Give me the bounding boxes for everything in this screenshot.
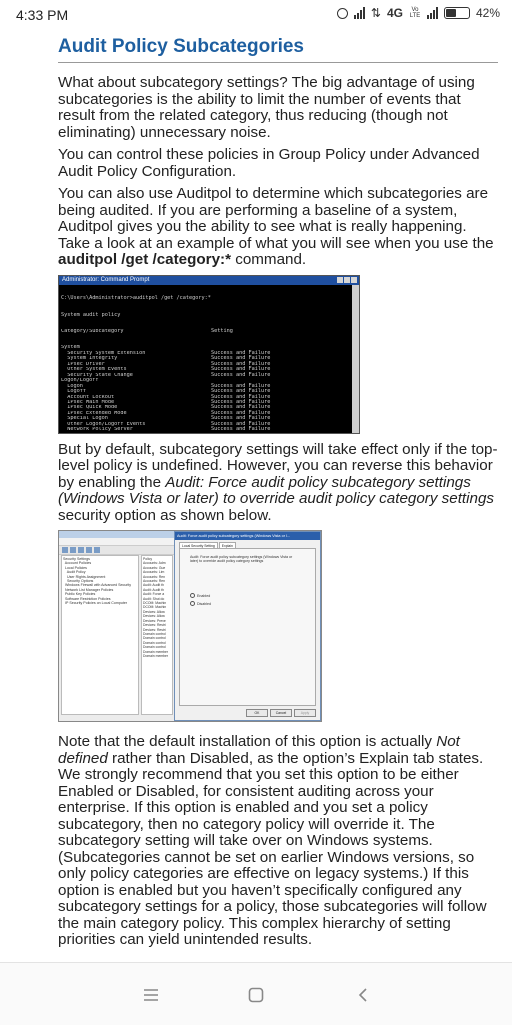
status-bar: [0, 0, 512, 30]
cmd-header: System audit policy: [61, 311, 121, 318]
cmd-output: [61, 286, 351, 433]
paragraph-4-italic: Audit: Force audit policy subcategory settings (Windows Vista or later) to override audit policy category settings: [58, 473, 494, 507]
home-icon[interactable]: [244, 983, 268, 1007]
cmd-subcategory: Logoff: [61, 389, 86, 395]
cmd-subcategory: IPsec Extended Mode: [61, 410, 127, 416]
status-time: 4:33 PM: [16, 7, 69, 23]
cmd-subcategory: IPsec Quick Mode: [61, 405, 118, 411]
signal-icon: [354, 7, 365, 19]
auditpol-command: auditpol /get /category:*: [58, 251, 231, 268]
cmd-setting: Success and Failure: [211, 371, 271, 378]
battery-percent: 42%: [475, 6, 500, 20]
battery-icon: [444, 7, 470, 19]
gp-dialog: [174, 531, 321, 721]
cmd-setting: Success and Failure: [211, 355, 271, 362]
cmd-titlebar: [59, 276, 359, 285]
gp-cancel-button: Cancel: [270, 709, 292, 717]
command-prompt-screenshot: [58, 275, 360, 434]
gp-dialog-panel: [179, 548, 316, 706]
cmd-subcategory: Other System Events: [61, 367, 127, 373]
paragraph-5-italic: Not defined: [58, 733, 460, 767]
back-icon[interactable]: [351, 983, 375, 1007]
gp-radio-disabled: Disabled: [190, 601, 211, 606]
paragraph-4-text: But by default, subcategory settings will take effect only if the top-level policy is undefined. However, you can reverse this behavior by enabling the: [58, 440, 498, 491]
gp-tree: Security Settings Account Policies Local Policies Audit Policy User Rights Assignment Security Options Windows Firewall with Advanced Security Network List Manager Policies Public Key Policies Software Restriction Policies IP Security Policies on Local Computer: [61, 555, 139, 715]
paragraph-4: [58, 442, 498, 525]
volte-badge: Vo LTE: [409, 7, 421, 19]
paragraph-4-end: security option as shown below.: [58, 506, 272, 524]
article: [58, 30, 498, 955]
gp-apply-button: Apply: [294, 709, 316, 717]
cmd-setting: Success and Failure: [211, 415, 271, 422]
cmd-subcategory: [61, 433, 211, 434]
cmd-setting: Success and Failure: [211, 382, 271, 389]
paragraph-3-text: You can also use Auditpol to determine which subcategories are being audited. If you are performing a baseline of a system, Auditpol gives you the ability to see what is really happening. Take a look at an example of what you will see when you use the: [58, 185, 494, 252]
paragraph-3-end: command.: [231, 251, 307, 268]
cmd-setting: Success and Failure: [211, 393, 271, 400]
cmd-subcategory: System Integrity: [61, 356, 118, 362]
cmd-col1: Category/Subcategory: [61, 329, 124, 335]
cmd-subcategory: Security System Extension: [61, 350, 146, 356]
gp-policy-list: Policy Accounts: Adm Accounts: Gue Accounts: Lim Accounts: Ren Accounts: Ren Audit: Audit th Audit: Audit th Audit: Force a Audit: Shut do DCOM: Machin DCOM: Machin Devices: Allow Devices: Allow Devices: Preve Devices: Restri Devices: Restri Domain control Domain control Domain control Domain control Domain member Domain member: [141, 555, 173, 715]
gp-ok-button: OK: [246, 709, 268, 717]
paragraph-1: What about subcategory settings? The big advantage of using subcategories is the ability to limit the number of events that result from the related category, thus reducing (though not eliminating) unnecessary noise.: [58, 74, 475, 141]
cmd-output-row: [61, 433, 351, 434]
menu-icon[interactable]: [139, 983, 163, 1007]
cmd-subcategory: System: [61, 345, 80, 351]
cmd-subcategory: IPsec Main Mode: [61, 400, 115, 406]
gp-dialog-title: Audit: Force audit policy subcategory settings (Windows Vista or l...: [175, 532, 320, 540]
cmd-subcategory: Logon/Logoff: [61, 378, 99, 384]
maximize-icon: [344, 277, 350, 283]
paragraph-5: [58, 734, 498, 949]
article-title: Audit Policy Subcategories: [58, 36, 304, 57]
cmd-setting: Success and Failure: [211, 360, 271, 367]
group-policy-screenshot: [58, 530, 322, 722]
cmd-subcategory: Logon: [61, 383, 83, 389]
minimize-icon: [337, 277, 343, 283]
cmd-subcategory: Other Logon/Logoff Events: [61, 421, 146, 427]
cmd-subcategory: Network Policy Server: [61, 427, 133, 433]
cmd-setting: Success and Failure: [211, 399, 271, 406]
status-icons: [337, 6, 500, 20]
cmd-setting: Success and Failure: [211, 388, 271, 395]
network-type: 4G: [386, 6, 403, 20]
cmd-setting: Success and Failure: [211, 404, 271, 411]
navigation-bar: [0, 962, 512, 1025]
cmd-subcategory: IPsec Driver: [61, 361, 105, 367]
cmd-subcategory: Account Lockout: [61, 394, 115, 400]
cmd-prompt: C:\Users\Administrator>auditpol /get /category:*: [61, 295, 211, 302]
cmd-col2: Setting: [211, 328, 233, 335]
gp-radio-enabled: Enabled: [190, 593, 210, 598]
cmd-subcategory: Special Logon: [61, 416, 108, 422]
gp-tab-local: Local Security Setting: [179, 542, 218, 549]
cmd-scrollbar: [352, 285, 359, 433]
gp-policy-description: Audit: Force audit policy subcategory settings (Windows Vista or later) to override audit policy category settings: [190, 555, 293, 564]
battery-fill: [446, 9, 456, 17]
paragraph-3: [58, 186, 498, 269]
alarm-icon: [337, 8, 348, 19]
cmd-setting: Success and Failure: [211, 366, 271, 373]
cmd-subcategory: Security State Change: [61, 372, 133, 378]
close-icon: [351, 277, 357, 283]
cmd-setting: Success and Failure: [211, 349, 271, 356]
signal-icon-2: [427, 7, 438, 19]
cmd-title: Administrator: Command Prompt: [62, 276, 150, 283]
cmd-setting: Success and Failure: [211, 426, 271, 433]
title-divider: [58, 62, 498, 63]
paragraph-5-rest: rather than Disabled, as the option’s Explain tab states. We strongly recommend that you set this option to be either Enabled or Disabled, for consistent auditing across your enterprise. If this option is enabled and you set a policy subcategory, then no category policy will override it. The subcategory setting will take over on Windows systems. (Subcategories cannot be set on earlier Windows versions, so only policy categories are effective on legacy systems.) If this option is enabled but you haven’t specifically configured any subcategory settings for a policy, those subcategories will follow the main category policy. This complex hierarchy of setting priorities can yield unintended results.: [58, 749, 487, 948]
data-arrows-icon: ⇅: [370, 6, 381, 20]
paragraph-5-start: Note that the default installation of this option is actually: [58, 733, 437, 750]
paragraph-2: You can control these policies in Group Policy under Advanced Audit Policy Configuration.: [58, 146, 480, 180]
gp-tab-explain: Explain: [219, 542, 236, 549]
cmd-setting: Success and Failure: [211, 420, 271, 427]
cmd-setting: Success and Failure: [211, 409, 271, 416]
